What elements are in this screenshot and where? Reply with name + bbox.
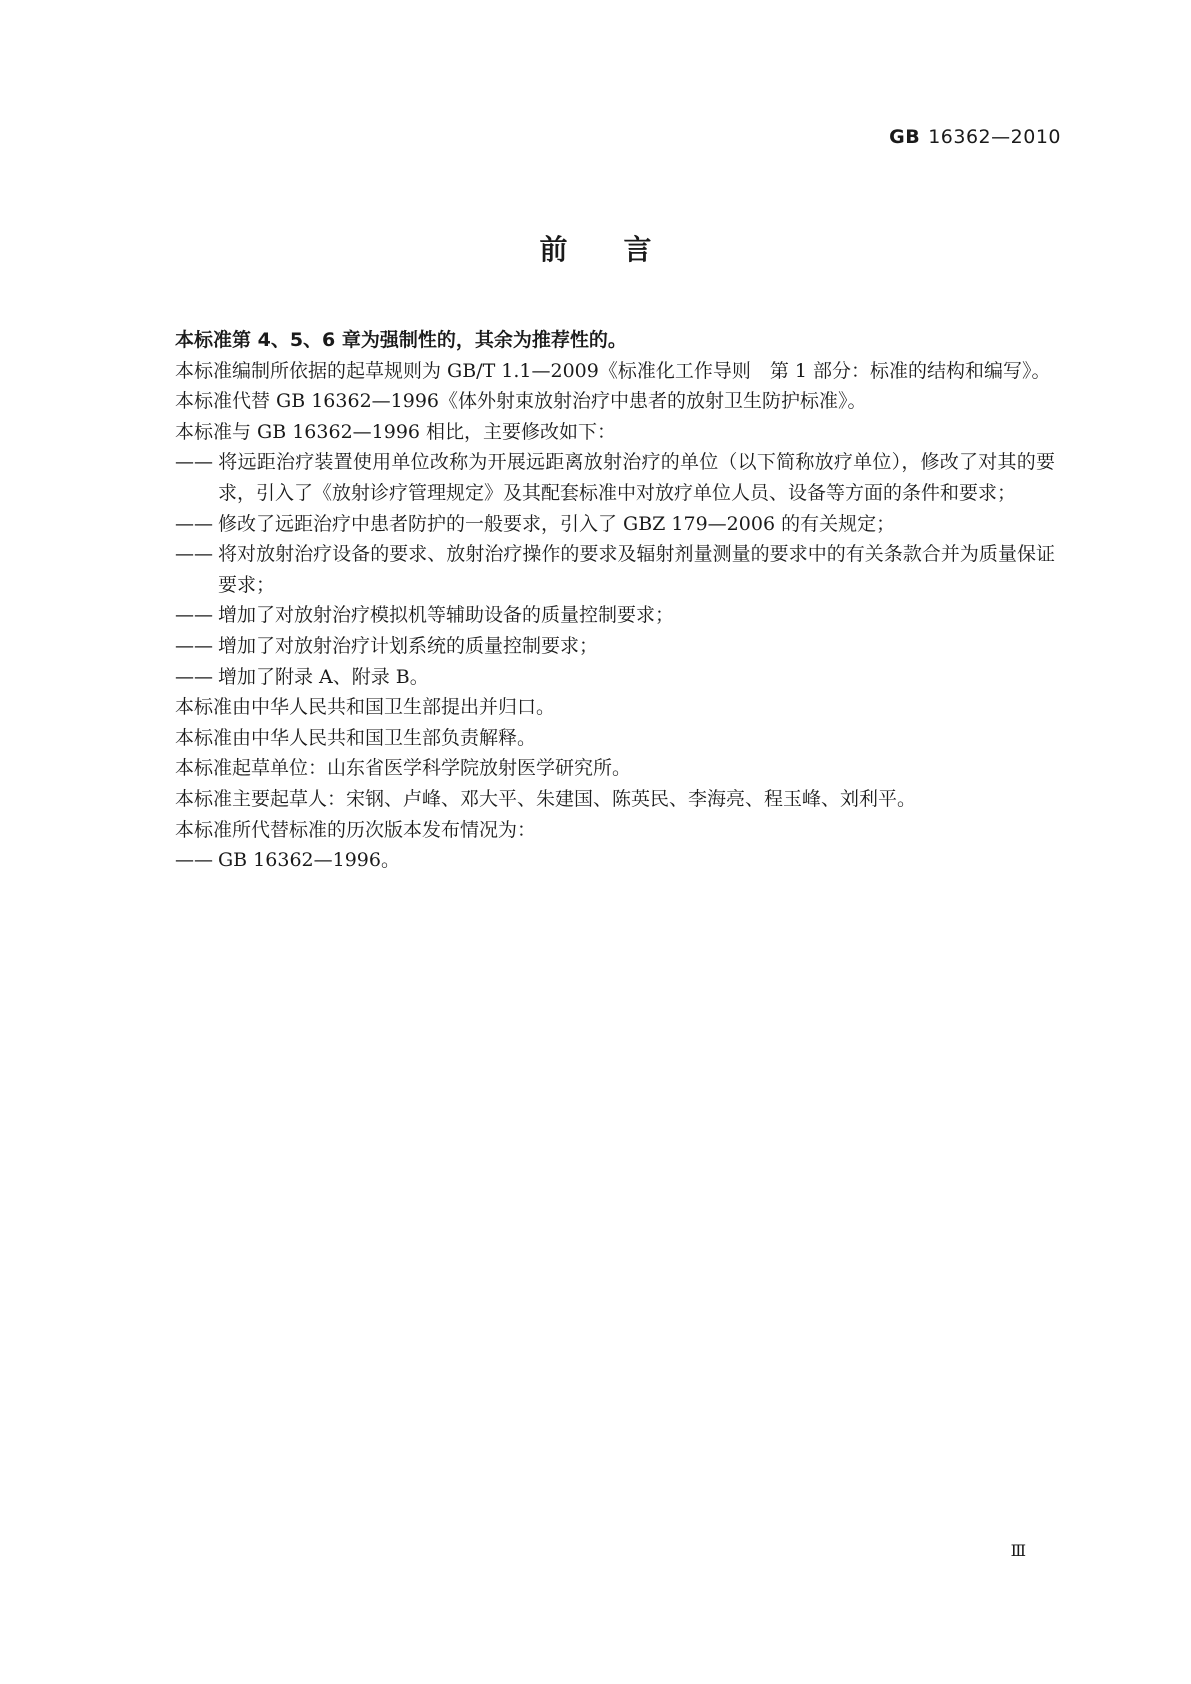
version-history-intro: 本标准所代替标准的历次版本发布情况为： [175, 818, 537, 841]
dash-marker: —— [175, 543, 213, 566]
drafting-rules-paragraph: 本标准编制所依据的起草规则为 GB/T 1.1—2009《标准化工作导则 第 1 部分：标准的结构和编写》。 [175, 359, 1051, 382]
change-item [175, 447, 1055, 508]
change-item-text: 修改了远距治疗中患者防护的一般要求，引入了 GBZ 179—2006 的有关规定； [218, 512, 896, 535]
standard-code-number: 16362—2010 [928, 126, 1061, 148]
change-item-text: 增加了对放射治疗计划系统的质量控制要求； [218, 634, 599, 657]
change-item [175, 662, 1055, 693]
history-item [175, 845, 1055, 876]
dash-marker: —— [175, 451, 213, 474]
change-item-text: 增加了附录 A、附录 B。 [218, 665, 429, 688]
change-item-text: 将远距治疗装置使用单位改称为开展远距离放射治疗的单位（以下简称放疗单位），修改了对其的要求，引入了《放射诊疗管理规定》及其配套标准中对放疗单位人员、设备等方面的条件和要求； [218, 451, 1055, 504]
drafting-unit-paragraph: 本标准起草单位：山东省医学科学院放射医学研究所。 [175, 757, 632, 780]
standard-code [889, 126, 1061, 148]
proposer-paragraph: 本标准由中华人民共和国卫生部提出并归口。 [175, 696, 556, 719]
dash-marker: —— [175, 849, 213, 872]
change-item [175, 509, 1055, 540]
page-title: 前言 [539, 233, 708, 266]
change-item [175, 600, 1055, 631]
drafters-paragraph: 本标准主要起草人：宋钢、卢峰、邓大平、朱建国、陈英民、李海亮、程玉峰、刘利平。 [175, 787, 917, 810]
dash-marker: —— [175, 604, 213, 627]
change-item [175, 631, 1055, 662]
foreword-body [175, 325, 1055, 876]
dash-marker: —— [175, 512, 213, 535]
interpretation-paragraph: 本标准由中华人民共和国卫生部负责解释。 [175, 726, 537, 749]
changes-intro-paragraph: 本标准与 GB 16362—1996 相比，主要修改如下： [175, 420, 617, 443]
change-item-text: 将对放射治疗设备的要求、放射治疗操作的要求及辐射剂量测量的要求中的有关条款合并为质量保证要求； [218, 543, 1055, 596]
mandatory-statement: 本标准第 4、5、6 章为强制性的，其余为推荐性的。 [175, 329, 627, 351]
dash-marker: —— [175, 665, 213, 688]
change-item [175, 539, 1055, 600]
standard-code-prefix: GB [889, 126, 921, 148]
dash-marker: —— [175, 634, 213, 657]
replacement-paragraph: 本标准代替 GB 16362—1996《体外射束放射治疗中患者的放射卫生防护标准》。 [175, 390, 867, 413]
change-item-text: 增加了对放射治疗模拟机等辅助设备的质量控制要求； [218, 604, 675, 627]
page-number: Ⅲ [1010, 1541, 1026, 1560]
history-item-text: GB 16362—1996。 [218, 849, 400, 872]
